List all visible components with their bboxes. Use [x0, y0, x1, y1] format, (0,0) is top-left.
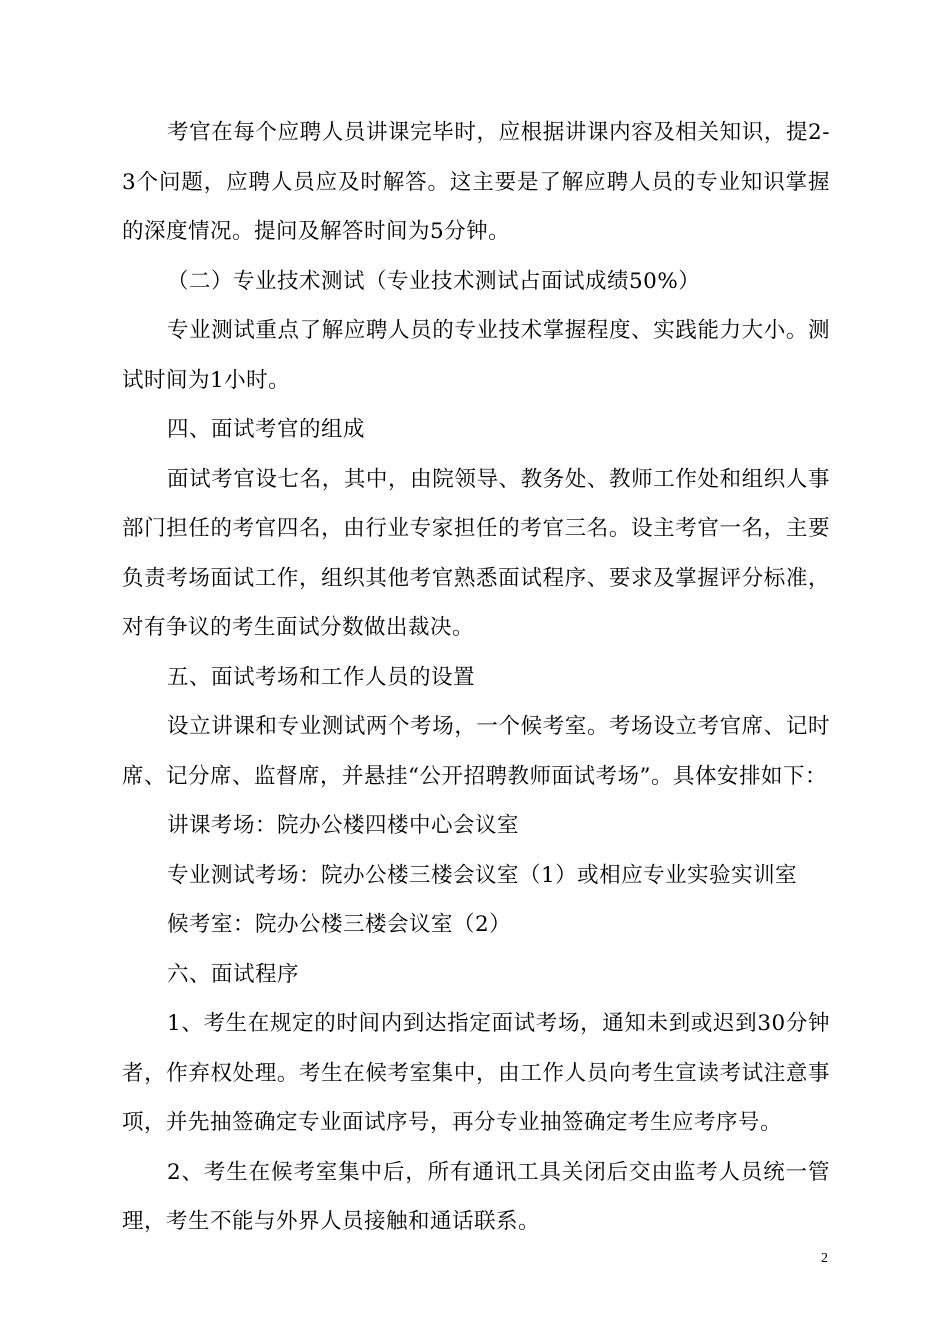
venue-lecture: 讲课考场：院办公楼四楼中心会议室: [167, 813, 520, 838]
heading-examiners: 四、面试考官的组成: [167, 417, 366, 442]
procedure-step-2: 2、考生在候考室集中后，所有通讯工具关闭后交由监考人员统一管理，考生不能与外界人员接触和通话联系。: [122, 1159, 830, 1234]
document-body: [122, 108, 830, 1247]
heading-technical-test: （二）专业技术测试（专业技术测试占面试成绩50%）: [167, 268, 701, 294]
venue-technical: 专业测试考场：院办公楼三楼会议室（1）或相应专业实验实训室: [167, 862, 798, 888]
paragraph-venues: 设立讲课和专业测试两个考场，一个候考室。考场设立考官席、记时席、记分席、监督席，并悬挂“公开招聘教师面试考场”。具体安排如下：: [122, 714, 830, 789]
procedure-step-1: 1、考生在规定的时间内到达指定面试考场，通知未到或迟到30分钟者，作弃权处理。考生在候考室集中，由工作人员向考生宣读考试注意事项，并先抽签确定专业面试序号，再分专业抽签确定考生应考序号。: [122, 1011, 830, 1135]
paragraph-examiners: 面试考官设七名，其中，由院领导、教务处、教师工作处和组织人事部门担任的考官四名，由行业专家担任的考官三名。设主考官一名，主要负责考场面试工作，组织其他考官熟悉面试程序、要求及掌握评分标准，对有争议的考生面试分数做出裁决。: [122, 466, 830, 640]
heading-venues: 五、面试考场和工作人员的设置: [167, 664, 476, 690]
paragraph-technical-test: 专业测试重点了解应聘人员的专业技术掌握程度、实践能力大小。测试时间为1小时。: [122, 318, 830, 393]
venue-waiting-room: 候考室：院办公楼三楼会议室（2）: [167, 912, 512, 937]
heading-procedure: 六、面试程序: [167, 961, 300, 987]
page-number: 2: [821, 1251, 828, 1266]
paragraph-questioning: 考官在每个应聘人员讲课完毕时，应根据讲课内容及相关知识，提2-3个问题，应聘人员应及时解答。这主要是了解应聘人员的专业知识掌握的深度情况。提问及解答时间为5分钟。: [122, 120, 830, 244]
